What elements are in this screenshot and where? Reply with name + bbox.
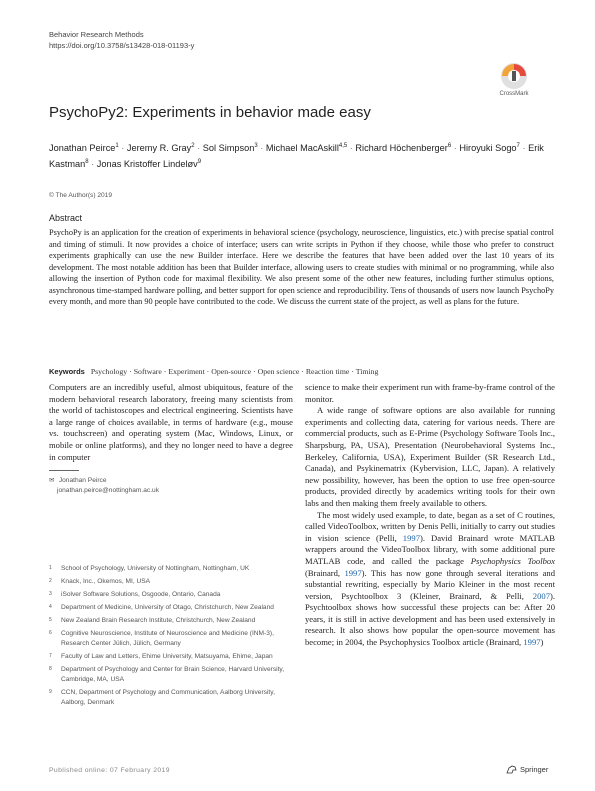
author-name[interactable]: Erik Kastman	[49, 143, 544, 170]
p3-text-f: )	[540, 637, 544, 648]
author-separator: ·	[88, 159, 97, 170]
author-name[interactable]: Jonathan Peirce	[49, 143, 116, 154]
body-right-column	[305, 382, 555, 649]
citation-link[interactable]: 2007	[532, 590, 550, 601]
author-name[interactable]: Sol Simpson	[202, 143, 255, 154]
keyword-separator: ·	[251, 367, 258, 376]
publisher-logo	[506, 765, 548, 774]
journal-name: Behavior Research Methods	[49, 30, 144, 39]
affiliation-item	[49, 590, 293, 600]
p3-text-a: The most widely used example, to date, began as a set of C routines, called VideoToolbox, written by Denis Pelli, initially to carry out studies in vision science (Pelli,	[305, 509, 555, 543]
citation-link[interactable]: 1997	[523, 637, 541, 648]
affiliation-number: 5	[49, 617, 52, 623]
affiliation-text: School of Psychology, University of Nottingham, Nottingham, UK	[61, 565, 250, 572]
affiliation-text: Department of Psychology and Center for Brain Science, Harvard University, Cambridge, MA, USA	[61, 666, 285, 683]
correspondence-email[interactable]: jonathan.peirce@nottingham.ac.uk	[57, 487, 160, 494]
citation-link[interactable]: 1997	[402, 532, 420, 543]
p3-text-d: ). This has now gone through several iterations and substantial rewriting, especially by Mario Kleiner in the most recent version, Psychtoolbox 3 (Kleiner, Brainard, & Pelli,	[305, 567, 555, 601]
keyword-separator: ·	[349, 367, 356, 376]
author-separator: ·	[194, 143, 203, 154]
right-paragraph-3	[305, 510, 555, 649]
correspondence-details	[49, 470, 160, 496]
affiliation-item	[49, 688, 293, 708]
keyword: Reaction time	[305, 367, 350, 376]
affiliation-number: 7	[49, 653, 52, 659]
doi-link[interactable]: https://doi.org/10.3758/s13428-018-01193-y	[49, 41, 195, 50]
affiliation-number: 8	[49, 666, 52, 672]
affiliation-text: Faculty of Law and Letters, Ehime University, Matsuyama, Ehime, Japan	[61, 653, 273, 660]
p3-text-e: ). Psychtoolbox shows how successful these projects can be: After 20 years, it is still in active development and has been used extensively in research. It also shows how popular the open-source movement has become; in 2004, the Psychophysics Toolbox article (Brainard,	[305, 590, 555, 648]
p3-text-b: ). David Brainard wrote MATLAB wrappers around the VideoToolbox library, with some additional pure MATLAB code, and called the package	[305, 532, 555, 566]
affiliation-number: 9	[49, 689, 52, 695]
affiliation-item	[49, 629, 293, 649]
affiliation-text: CCN, Department of Psychology and Communication, Aalborg University, Aalborg, Denmark	[61, 689, 275, 706]
envelope-icon: ✉	[49, 477, 55, 484]
affiliation-item	[49, 652, 293, 662]
citation-link[interactable]: 1997	[344, 567, 362, 578]
author-list	[49, 139, 559, 171]
crossmark-badge[interactable]	[484, 62, 544, 97]
keyword: Open-source	[211, 367, 252, 376]
keywords-list	[91, 367, 379, 376]
abstract-text: PsychoPy is an application for the creation of experiments in behavioral science (psychology, neuroscience, linguistics, etc.) with precise spatial control and timing of stimuli. It now provides a choice of interface; users can write scripts in Python if they choose, while those who prefer to construct experiments graphically can use the new Builder interface. Here we describe the features that have been added over the last 10 years of its development. The most notable addition has been that Builder interface, allowing users to create studies with minimal or no programming, while also allowing the insertion of Python code for maximal flexibility. We also present some of the other new features, including further stimulus options, asynchronous time-stamped hardware polling, and better support for open science and reproducibility. Tens of thousands of users now launch PsychoPy every month, and more than 90 people have contributed to the code. We discuss the current state of the project, as well as plans for the future.	[49, 228, 554, 306]
affiliation-item	[49, 665, 293, 685]
keyword: Psychology	[90, 367, 128, 376]
affiliation-number: 1	[49, 565, 52, 571]
keyword-separator: ·	[204, 367, 212, 376]
crossmark-label: CrossMark	[499, 91, 529, 97]
author-name[interactable]: Michael MacAskill	[265, 143, 339, 154]
author-name[interactable]: Jeremy R. Gray	[126, 143, 192, 154]
author-separator: ·	[347, 143, 356, 154]
affiliation-text: New Zealand Brain Research Institute, Christchurch, New Zealand	[61, 617, 256, 624]
copyright-notice: © The Author(s) 2019	[49, 192, 113, 199]
affiliation-item	[49, 577, 293, 587]
keyword: Software	[133, 367, 162, 376]
author-separator: ·	[451, 143, 460, 154]
affiliation-number: 2	[49, 578, 52, 584]
affiliations-list	[49, 564, 293, 711]
keyword-separator: ·	[161, 367, 169, 376]
affiliation-text: Knack, Inc., Okemos, MI, USA	[61, 578, 151, 585]
author-affiliation-number: 2	[191, 143, 195, 149]
keyword: Experiment	[168, 367, 205, 376]
crossmark-icon	[500, 62, 528, 90]
author-affiliation-number: 7	[516, 143, 520, 149]
keyword: Timing	[355, 367, 379, 376]
affiliation-number: 6	[49, 630, 52, 636]
author-affiliation-number: 4,5	[338, 143, 348, 149]
author-name[interactable]: Jonas Kristoffer Lindeløv	[96, 159, 198, 170]
springer-horse-icon	[506, 765, 517, 774]
author-separator: ·	[118, 143, 127, 154]
keywords	[49, 367, 554, 376]
affiliation-number: 3	[49, 591, 52, 597]
p3-italic: Psychophysics Toolbox	[470, 555, 555, 566]
affiliation-number: 4	[49, 604, 52, 610]
affiliation-item	[49, 616, 293, 626]
published-date: Published online: 07 February 2019	[49, 767, 170, 774]
abstract-heading: Abstract	[49, 213, 83, 223]
affiliation-item	[49, 564, 293, 574]
author-affiliation-number: 6	[447, 143, 452, 149]
right-paragraph-2: A wide range of software options are also available for running experiments and collecting data, catering for various needs. There are commercial products, such as E-Prime (Psychology Software Tools Inc., Sharpsburg, PA, USA), Presentation (Neurobehavioral Systems Inc., Berkeley, California, USA), Experiment Builder (SR Research Ltd., Canada), and Psykinematrix (Kybervision, LLC, Japan). A relatively new possibility, however, has been the option to use free open-source products, provided directly by academics writing tools for their own labs and then making them freely available to others.	[305, 405, 555, 508]
keywords-label: Keywords	[49, 367, 85, 376]
affiliation-item	[49, 603, 293, 613]
right-paragraph-1: science to make their experiment run with frame-by-frame control of the monitor.	[305, 382, 555, 404]
publisher-name: Springer	[520, 765, 549, 774]
intro-paragraph: Computers are an incredibly useful, almost ubiquitous, feature of the modern behavioral research laboratory, freeing many scientists from the world of tachistoscopes and electrical engineering. Scientists have a large range of choices available, in terms of hardware (e.g., mouse vs. touchscreen) and operating system (Mac, Windows, Linux, or mobile or online platforms), and they no longer need to have a degree in computer	[49, 382, 293, 462]
article-title: PsychoPy2: Experiments in behavior made easy	[49, 104, 371, 121]
body-left-column	[49, 382, 293, 463]
journal-header	[49, 29, 194, 51]
author-separator: ·	[519, 143, 529, 154]
author-separator: ·	[257, 143, 266, 154]
p3-text-c: (Brainard,	[305, 567, 345, 578]
keyword: Open science	[257, 367, 300, 376]
author-name[interactable]: Richard Höchenberger	[355, 143, 448, 154]
keyword-separator: ·	[299, 367, 306, 376]
affiliation-text: Cognitive Neuroscience, Institute of Neuroscience and Medicine (INM-3), Research Center Jülich, Jülich, Germany	[61, 630, 274, 647]
correspondence-name: Jonathan Peirce	[58, 477, 107, 484]
author-affiliation-number: 1	[115, 143, 119, 149]
affiliation-text: Department of Medicine, University of Otago, Christchurch, New Zealand	[61, 604, 274, 611]
author-affiliation-number: 9	[197, 159, 202, 166]
author-affiliation-number: 3	[254, 143, 258, 149]
author-affiliation-number: 8	[85, 159, 89, 166]
affiliation-text: iSolver Software Solutions, Osgoode, Ontario, Canada	[61, 591, 221, 598]
author-name[interactable]: Hiroyuki Sogo	[459, 143, 517, 154]
keyword-separator: ·	[127, 367, 134, 376]
